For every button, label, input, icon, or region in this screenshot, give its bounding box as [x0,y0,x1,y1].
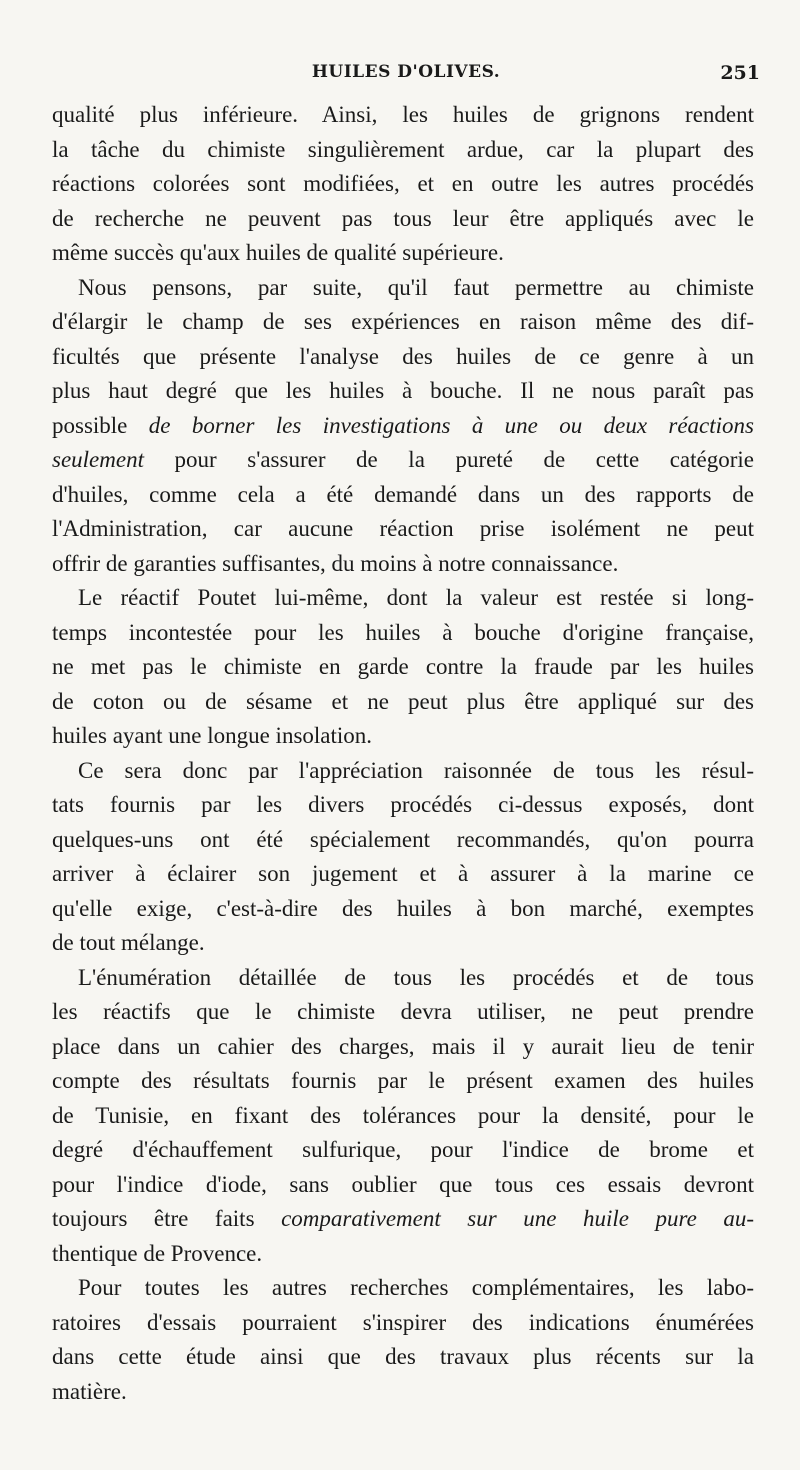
text-line: de tout mélange. [52,930,205,955]
text-line: qualité plus inférieure. Ainsi, les huiles de grignons rendent [52,102,754,127]
text-line: qu'elle exige, c'est-à-dire des huiles à bon marché, exemptes [52,895,754,921]
text-line: pour l'indice d'iode, sans oublier que tous ces essais devront [52,1171,754,1197]
italic-run: de borner les investigations à une ou deux réactions [148,412,754,438]
text-line: la tâche du chimiste singulièrement ardue, car la plupart des [52,136,754,162]
text-run: possible [52,412,149,438]
text-run: pour s'assurer de la pureté de cette catégorie [143,447,754,472]
text-line: Pour toutes les autres recherches complémentaires, les labo- [78,1275,754,1300]
text-line: Le réactif Poutet lui-même, dont la valeur est restée si long- [78,585,754,610]
text-line: L'énumération détaillée de tous les procédés et de tous [78,964,754,990]
text-line: d'élargir le champ de ses expériences en raison même des dif- [52,309,754,334]
text-line: de Tunisie, en fixant des tolérances pour la densité, pour le [52,1102,754,1128]
text-line: quelques-uns ont été spécialement recommandés, qu'on pourra [52,826,754,852]
text-line: l'Administration, car aucune réaction prise isolément ne peut [52,516,754,541]
text-run: toujours être faits [52,1206,282,1231]
text-line: matière. [52,1378,127,1404]
text-line: tats fournis par les divers procédés ci-dessus exposés, dont [52,792,754,817]
text-line: ratoires d'essais pourraient s'inspirer des indications énumérées [52,1309,754,1335]
text-line: arriver à éclairer son jugement et à assurer à la marine ce [52,861,754,886]
text-line: temps incontestée pour les huiles à bouche d'origine française, [52,619,754,645]
text-line: ficultés que présente l'analyse des huiles de ce genre à un [52,343,754,369]
text-line: ne met pas le chimiste en garde contre la fraude par les huiles [52,654,754,679]
text-line [52,409,754,444]
running-head: HUILES D'OLIVES. [311,62,501,82]
text-line: les réactifs que le chimiste devra utiliser, ne peut prendre [52,999,754,1024]
italic-run: comparativement sur une huile pure au- [281,1206,754,1231]
text-line: plus haut degré que les huiles à bouche. Il ne nous paraît pas [52,378,754,403]
text-line: même succès qu'aux huiles de qualité supérieure. [52,240,504,265]
text-line: compte des résultats fournis par le présent examen des huiles [52,1068,754,1093]
text-line: d'huiles, comme cela a été demandé dans un des rapports de [52,481,754,507]
text-line [52,1202,754,1237]
text-line: dans cette étude ainsi que des travaux plus récents sur la [52,1344,754,1369]
italic-run: seulement [52,447,144,472]
text-line: huiles ayant une longue insolation. [52,723,373,748]
text-line: réactions colorées sont modifiées, et en outre les autres procédés [52,171,754,196]
text-line: degré d'échauffement sulfurique, pour l'indice de brome et [52,1137,754,1162]
text-line: thentique de Provence. [52,1240,263,1266]
body-text [52,98,754,1409]
text-line: de recherche ne peuvent pas tous leur être appliqués avec le [52,205,754,231]
text-line: place dans un cahier des charges, mais il y aurait lieu de tenir [52,1033,754,1059]
page-header [52,62,760,92]
text-line: de coton ou de sésame et ne peut plus être appliqué sur des [52,688,754,714]
text-line: offrir de garanties suffisantes, du moins à notre connaissance. [52,550,619,576]
text-line: Nous pensons, par suite, qu'il faut permettre au chimiste [78,274,754,300]
text-line: Ce sera donc par l'appréciation raisonnée de tous les résul- [78,757,754,783]
page-number: 251 [720,62,760,84]
text-line [52,443,754,478]
